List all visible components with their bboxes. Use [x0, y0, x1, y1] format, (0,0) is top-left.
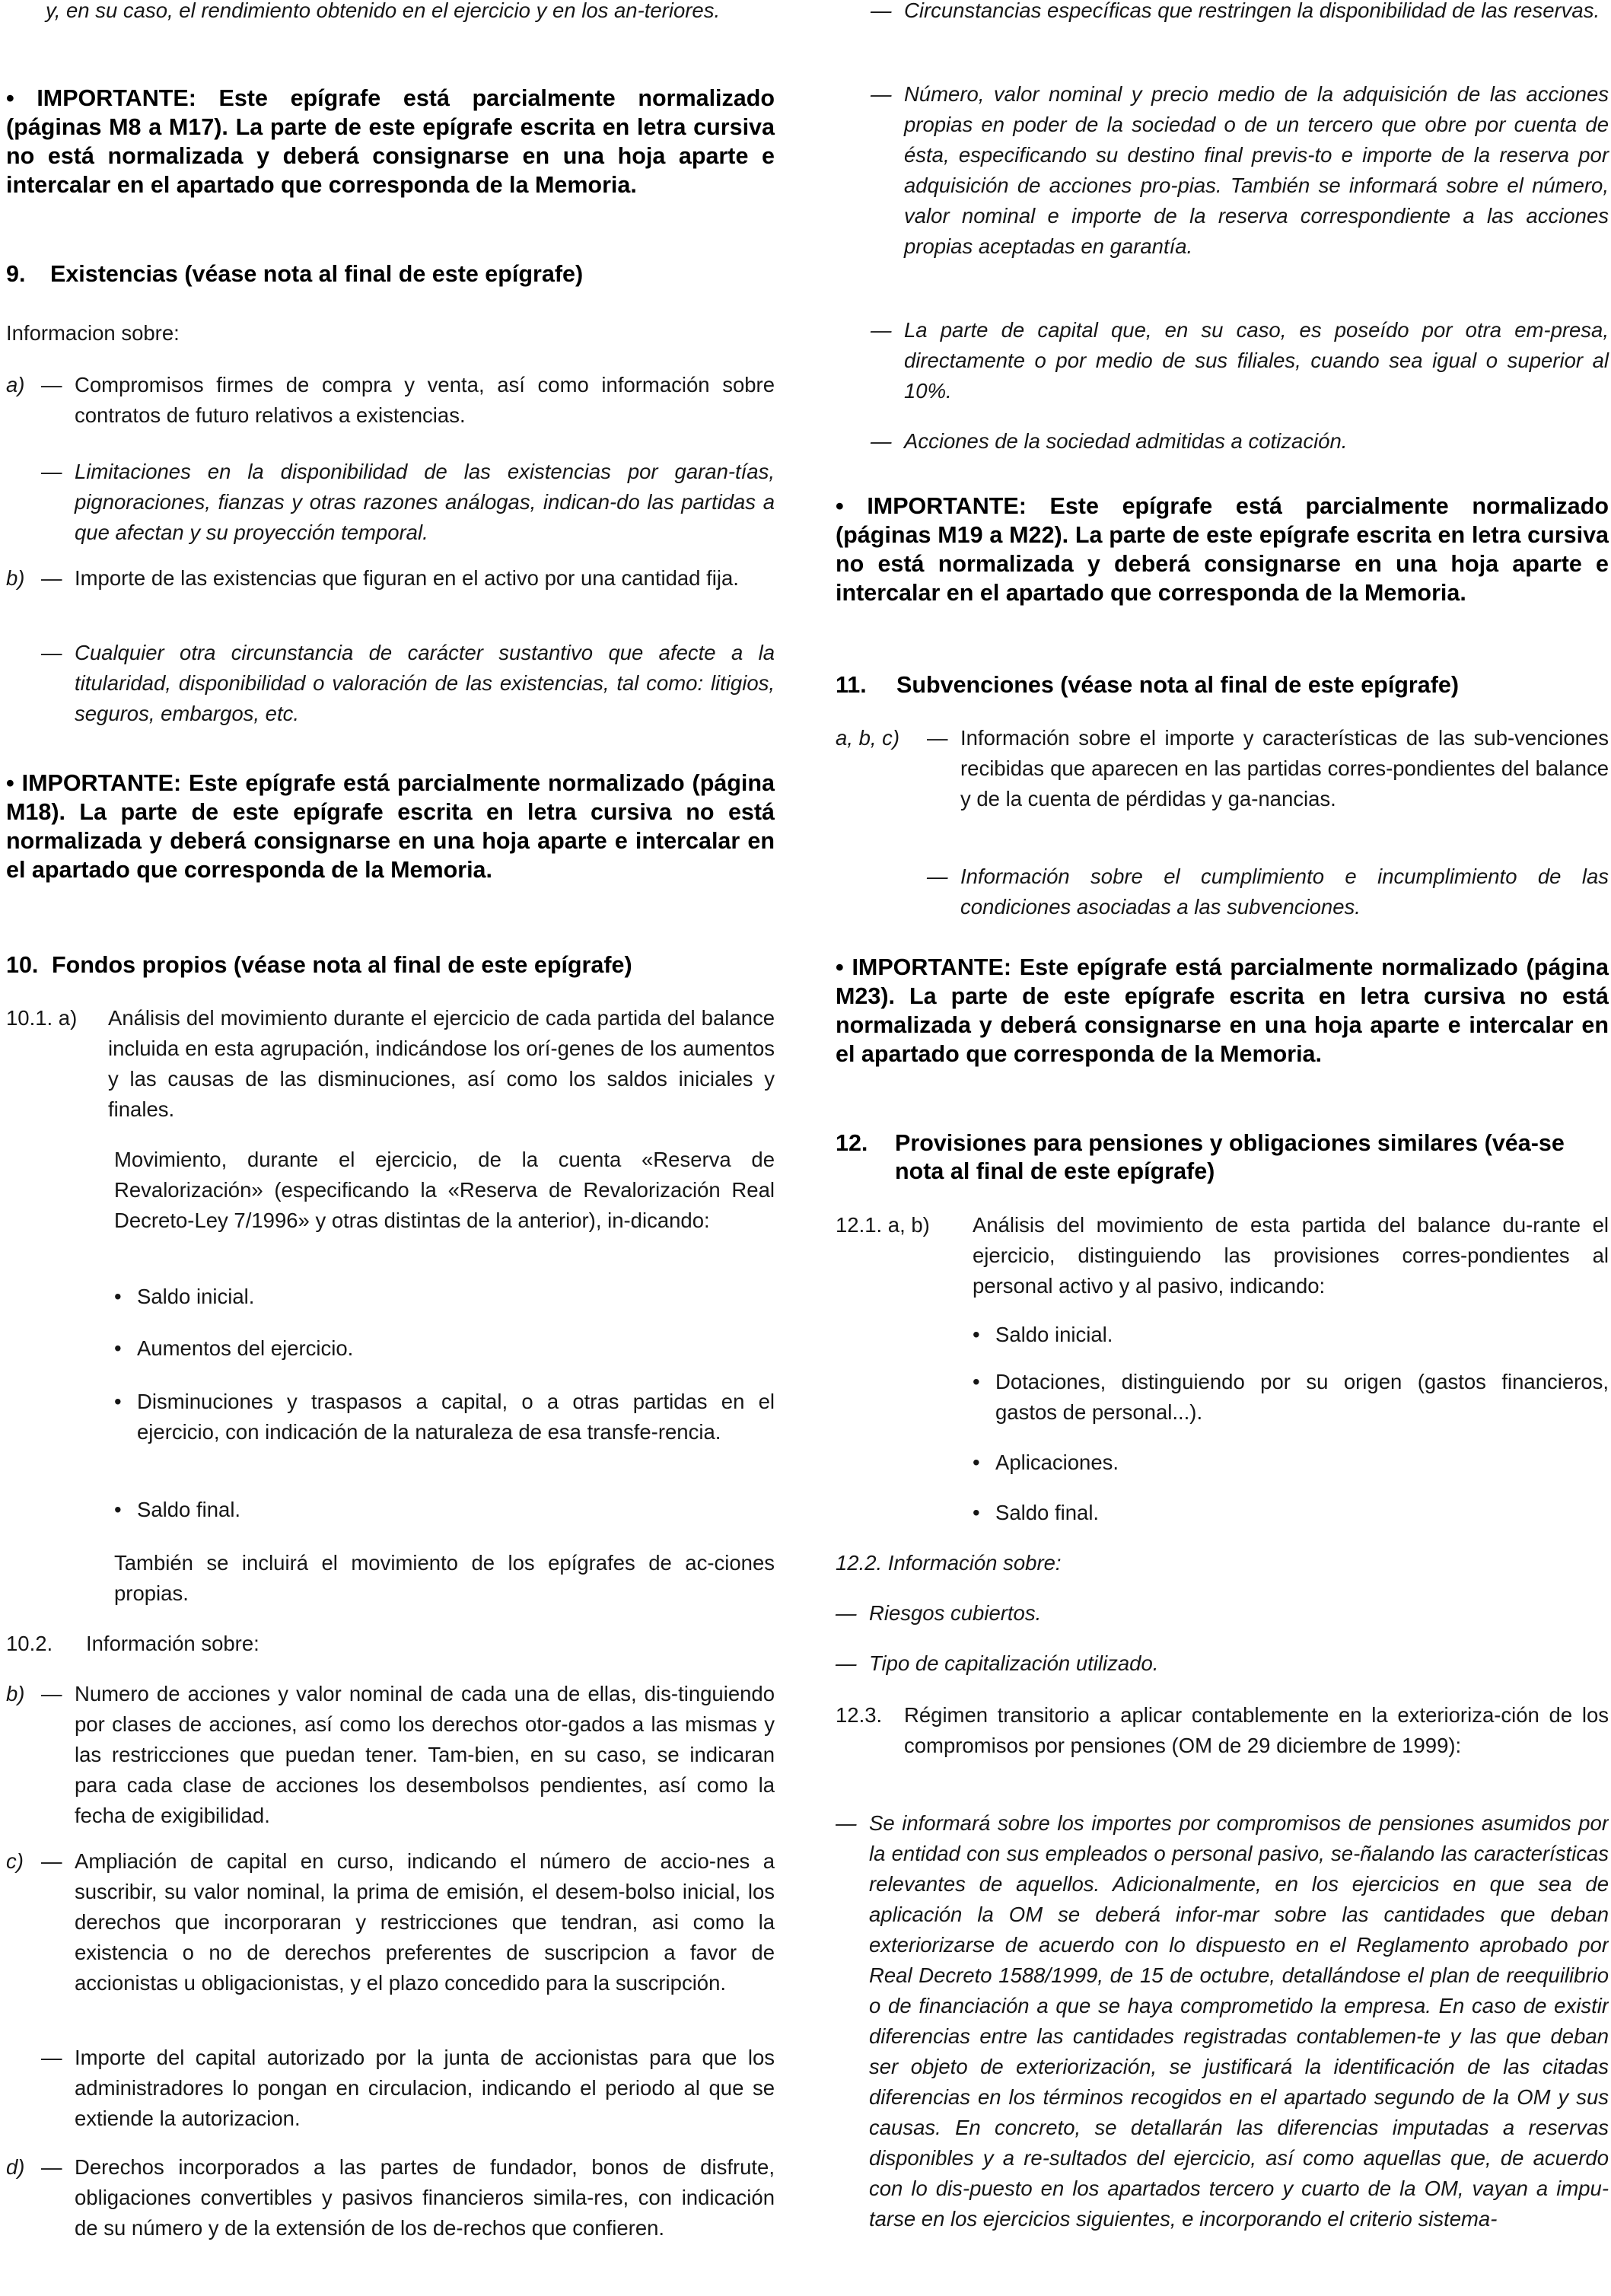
bullet-item: [973, 1320, 1609, 1350]
item-text: Ampliación de capital en curso, indicando el número de accio-nes a suscribir, su valor nominal, la prima de emisión, el desem-bolso inicial, los derechos que incorporaran y restricciones que tendran, asi como la existencia o no de derechos preferentes de suscripcion a favor de accionistas u obligacionistas, y el plazo concedido para la suscripción.: [75, 1849, 775, 1995]
riesgos-item: [836, 1598, 1609, 1629]
bullet-glyph: •: [973, 1451, 980, 1474]
bullet-glyph: •: [114, 1285, 122, 1308]
dash-glyph: —: [41, 2155, 62, 2179]
item-text: Información sobre:: [86, 1632, 259, 1655]
dash-glyph: —: [871, 318, 892, 342]
item-text: Riesgos cubiertos.: [869, 1601, 1042, 1625]
item-text: Importe de las existencias que figuran en el activo por una cantidad fija.: [75, 566, 739, 590]
tambien-paragraph: También se incluirá el movimiento de los epígrafes de ac-ciones propias.: [114, 1551, 775, 1605]
section-10-2-c2: [41, 2043, 775, 2134]
bullet-text: Aumentos del ejercicio.: [137, 1336, 354, 1360]
item-text: Limitaciones en la disponibilidad de las existencias por garan-tías, pignoraciones, fianzas y otras razones análogas, indican-do las partidas a que afectan y su proyección temporal.: [75, 460, 775, 544]
section-10-2: [6, 1629, 775, 1659]
item-text: La parte de capital que, en su caso, es poseído por otra em-presa, directamente o por medio de sus filiales, cuando sea igual o superior al 10%.: [904, 318, 1609, 403]
bullet-glyph: •: [114, 1336, 122, 1360]
section-10-2-c: [6, 1846, 775, 1998]
dash-glyph: —: [871, 429, 892, 453]
bullet-glyph: •: [114, 1390, 122, 1413]
section-9-a2: [41, 457, 775, 548]
bullet-glyph: •: [973, 1370, 980, 1393]
item-text: Importe del capital autorizado por la junta de accionistas para que los administradores lo pongan en circulacion, indicando el periodo al que se extiende la autorizacion.: [75, 2046, 775, 2130]
reserve-item-1: [871, 0, 1609, 26]
section-10-number: 10.: [6, 952, 39, 978]
bullet-item: [114, 1495, 775, 1525]
section-10-1: [6, 1003, 775, 1125]
section-11-abc2: [927, 861, 1609, 922]
dash-glyph: —: [871, 82, 892, 106]
item-label: a): [6, 373, 25, 396]
item-text: Circunstancias específicas que restringen la disponibilidad de las reservas.: [904, 0, 1600, 22]
section-12-2: 12.2. Información sobre:: [836, 1551, 1062, 1575]
item-label: b): [6, 1682, 25, 1705]
section-12-number: 12.: [836, 1130, 868, 1156]
bullet-item: [114, 1282, 775, 1312]
item-text: Análisis del movimiento de esta partida del balance du-rante el ejercicio, distinguiendo las provisiones corres-pondientes al personal activo y al pasivo, indicando:: [973, 1213, 1609, 1298]
bullet-glyph: •: [114, 1498, 122, 1521]
item-label: a, b, c): [836, 726, 900, 750]
pensiones-long-item: [836, 1808, 1609, 2296]
item-label: c): [6, 1849, 24, 1873]
bullet-text: Saldo inicial.: [995, 1323, 1113, 1346]
item-label: d): [6, 2155, 25, 2179]
item-text: Se informará sobre los importes por compromisos de pensiones asumidos por la entidad con sus empleados o personal pasivo, se-ñalando las características relevantes de aquellos. Adicionalmente, en los ejercicios en que sea de aplicación la OM se deberá infor-mar sobre las cantidades que deban exteriorizarse de acuerdo con lo dispuesto en el Reglamento aprobado por Real Decreto 1588/1999, de 15 de octubre, detallándose el plan de reequilibrio o de financiación a que se haya comprometido la empresa. En caso de existir diferencias entre las cantidades registradas contablemen-te y las que deban ser objeto de exteriorización, se justificará la identificación de las citadas diferencias en los términos recogidos en el apartado segundo de la OM y sus causas. En concreto, se detallarán las diferencias imputadas a reservas disponibles y a re-sultados del ejercicio, así como aquellas que, de acuerdo con lo dis-puesto en los apartados tercero y cuarto de la OM, vayan a impu-tarse en los ejercicios siguientes, e incorporando el criterio sistema-: [869, 1811, 1609, 2231]
section-12-3: [836, 1700, 1609, 1761]
dash-glyph: —: [927, 865, 948, 888]
dash-glyph: —: [871, 0, 892, 22]
important-note-4: • IMPORTANTE: Este epígrafe está parcialmente normalizado (página M23). La parte de este epígrafe escrita en letra cursiva no está normalizada y deberá consignarse en una hoja aparte e intercalar en el apartado que corresponda de la Memoria.: [836, 954, 1609, 1067]
section-10-2-b: [6, 1679, 775, 1831]
dash-glyph: —: [927, 726, 948, 750]
section-9-a1: [6, 370, 775, 431]
top-fragment: y, en su caso, el rendimiento obtenido en el ejercicio y en los an-teriores.: [46, 0, 721, 22]
item-text: Información sobre el cumplimiento e incumplimiento de las condiciones asociadas a las subvenciones.: [960, 865, 1609, 919]
item-label: b): [6, 566, 25, 590]
section-11-title: Subvenciones (véase nota al final de este epígrafe): [896, 672, 1460, 698]
section-12-1: [836, 1210, 1609, 1301]
section-10-heading: [6, 951, 775, 979]
dash-glyph: —: [41, 1682, 62, 1705]
item-text: Acciones de la sociedad admitidas a cotización.: [904, 429, 1348, 453]
dash-glyph: —: [836, 1811, 857, 1835]
dash-glyph: —: [836, 1601, 857, 1625]
important-note-3: • IMPORTANTE: Este epígrafe está parcialmente normalizado (páginas M19 a M22). La parte de este epígrafe escrita en letra cursiva no está normalizada y deberá consignarse en una hoja aparte e intercalar en el apartado que corresponda de la Memoria.: [836, 493, 1609, 606]
dash-glyph: —: [836, 1651, 857, 1675]
important-note-2: • IMPORTANTE: Este epígrafe está parcialmente normalizado (página M18). La parte de este epígrafe escrita en letra cursiva no está normalizada y deberá consignarse en una hoja aparte e intercalar en el apartado que corresponda de la Memoria.: [6, 770, 775, 883]
reserve-item-2: [871, 79, 1609, 262]
dash-glyph: —: [41, 566, 62, 590]
item-label: 10.1. a): [6, 1006, 78, 1030]
bullet-item: [973, 1498, 1609, 1528]
bullet-text: Saldo final.: [995, 1501, 1100, 1524]
bullet-text: Saldo inicial.: [137, 1285, 255, 1308]
section-9-b1: [6, 563, 775, 594]
section-11-abc: [836, 723, 1609, 814]
bullet-text: Dotaciones, distinguiendo por su origen (gastos financieros, gastos de personal...).: [995, 1370, 1609, 1424]
section-11-number: 11.: [836, 672, 867, 698]
section-11-heading: [836, 671, 1609, 699]
item-text: Compromisos firmes de compra y venta, así como información sobre contratos de futuro relativos a existencias.: [75, 373, 775, 427]
section-12-heading: [836, 1129, 1609, 1186]
item-label: 12.3.: [836, 1703, 883, 1727]
bullet-item: [114, 1387, 775, 1447]
item-text: Cualquier otra circunstancia de carácter sustantivo que afecte a la titularidad, disponibilidad o valoración de las existencias, tal como: litigios, seguros, embargos, etc.: [75, 641, 775, 725]
item-text: Numero de acciones y valor nominal de cada una de ellas, dis-tinguiendo por clases de acciones, así como los derechos otor-gados a las mismas y las restricciones que puedan tener. Tam-bien, en su caso, se indicaran para cada clase de acciones los desembolsos pendientes, así como la fecha de exigibilidad.: [75, 1682, 775, 1827]
dash-glyph: —: [41, 2046, 62, 2069]
tipo-item: [836, 1648, 1609, 1679]
item-label: 10.2.: [6, 1632, 53, 1655]
bullet-text: Aplicaciones.: [995, 1451, 1119, 1474]
section-9-heading: [6, 260, 775, 288]
section-10-2-d: [6, 2152, 775, 2243]
dash-glyph: —: [41, 460, 62, 483]
item-text: Tipo de capitalización utilizado.: [869, 1651, 1159, 1675]
section-9-number: 9.: [6, 261, 26, 287]
bullet-glyph: •: [973, 1323, 980, 1346]
item-text: Análisis del movimiento durante el ejercicio de cada partida del balance incluida en esta agrupación, indicándose los orí-genes de los aumentos y las causas de las disminuciones, así como los saldos iniciales y finales.: [108, 1006, 775, 1121]
item-label: 12.1. a, b): [836, 1213, 930, 1237]
reserve-item-4: [871, 426, 1609, 457]
important-note-1: • IMPORTANTE: Este epígrafe está parcialmente normalizado (páginas M8 a M17). La parte de este epígrafe escrita en letra cursiva no está normalizada y deberá consignarse en una hoja aparte e intercalar en el apartado que corresponda de la Memoria.: [6, 85, 775, 198]
item-text: Número, valor nominal y precio medio de la adquisición de las acciones propias en poder de la sociedad o de un tercero que obre por cuenta de ésta, especificando su destino final previs-to e importe de la reserva por adquisición de acciones pro-pias. También se informará sobre el número, valor nominal e importe de la reserva correspondiente a las acciones propias aceptadas en garantía.: [904, 82, 1609, 258]
dash-glyph: —: [41, 373, 62, 396]
bullet-text: Saldo final.: [137, 1498, 241, 1521]
section-9-b2: [41, 638, 775, 729]
item-text: Derechos incorporados a las partes de fundador, bonos de disfrute, obligaciones convertibles y pasivos financieros simila-res, con indicación de su número y de la extensión de los de-rechos que confieren.: [75, 2155, 775, 2240]
movimiento-paragraph: Movimiento, durante el ejercicio, de la cuenta «Reserva de Revalorización» (especificando la «Reserva de Revalorización Real Decreto-Ley 7/1996» y otras distintas de la anterior), in-dicando:: [114, 1148, 775, 1232]
bullet-glyph: •: [973, 1501, 980, 1524]
bullet-item: [114, 1333, 775, 1364]
section-9-title: Existencias (véase nota al final de este epígrafe): [50, 261, 584, 287]
reserve-item-3: [871, 315, 1609, 406]
section-9-intro: Informacion sobre:: [6, 321, 180, 345]
section-12-title: Provisiones para pensiones y obligaciones similares (véa-se nota al final de este epígrafe): [895, 1130, 1565, 1184]
section-10-title: Fondos propios (véase nota al final de este epígrafe): [52, 952, 632, 978]
bullet-item: [973, 1447, 1609, 1478]
dash-glyph: —: [41, 1849, 62, 1873]
dash-glyph: —: [41, 641, 62, 664]
item-text: Régimen transitorio a aplicar contablemente en la exterioriza-ción de los compromisos por pensiones (OM de 29 diciembre de 1999):: [904, 1703, 1609, 1757]
bullet-item: [973, 1367, 1609, 1428]
item-text: Información sobre el importe y características de las sub-venciones recibidas que aparecen en las partidas corres-pondientes del balance y de la cuenta de pérdidas y ga-nancias.: [960, 726, 1609, 810]
bullet-text: Disminuciones y traspasos a capital, o a otras partidas en el ejercicio, con indicación de la naturaleza de esa transfe-rencia.: [137, 1390, 775, 1444]
